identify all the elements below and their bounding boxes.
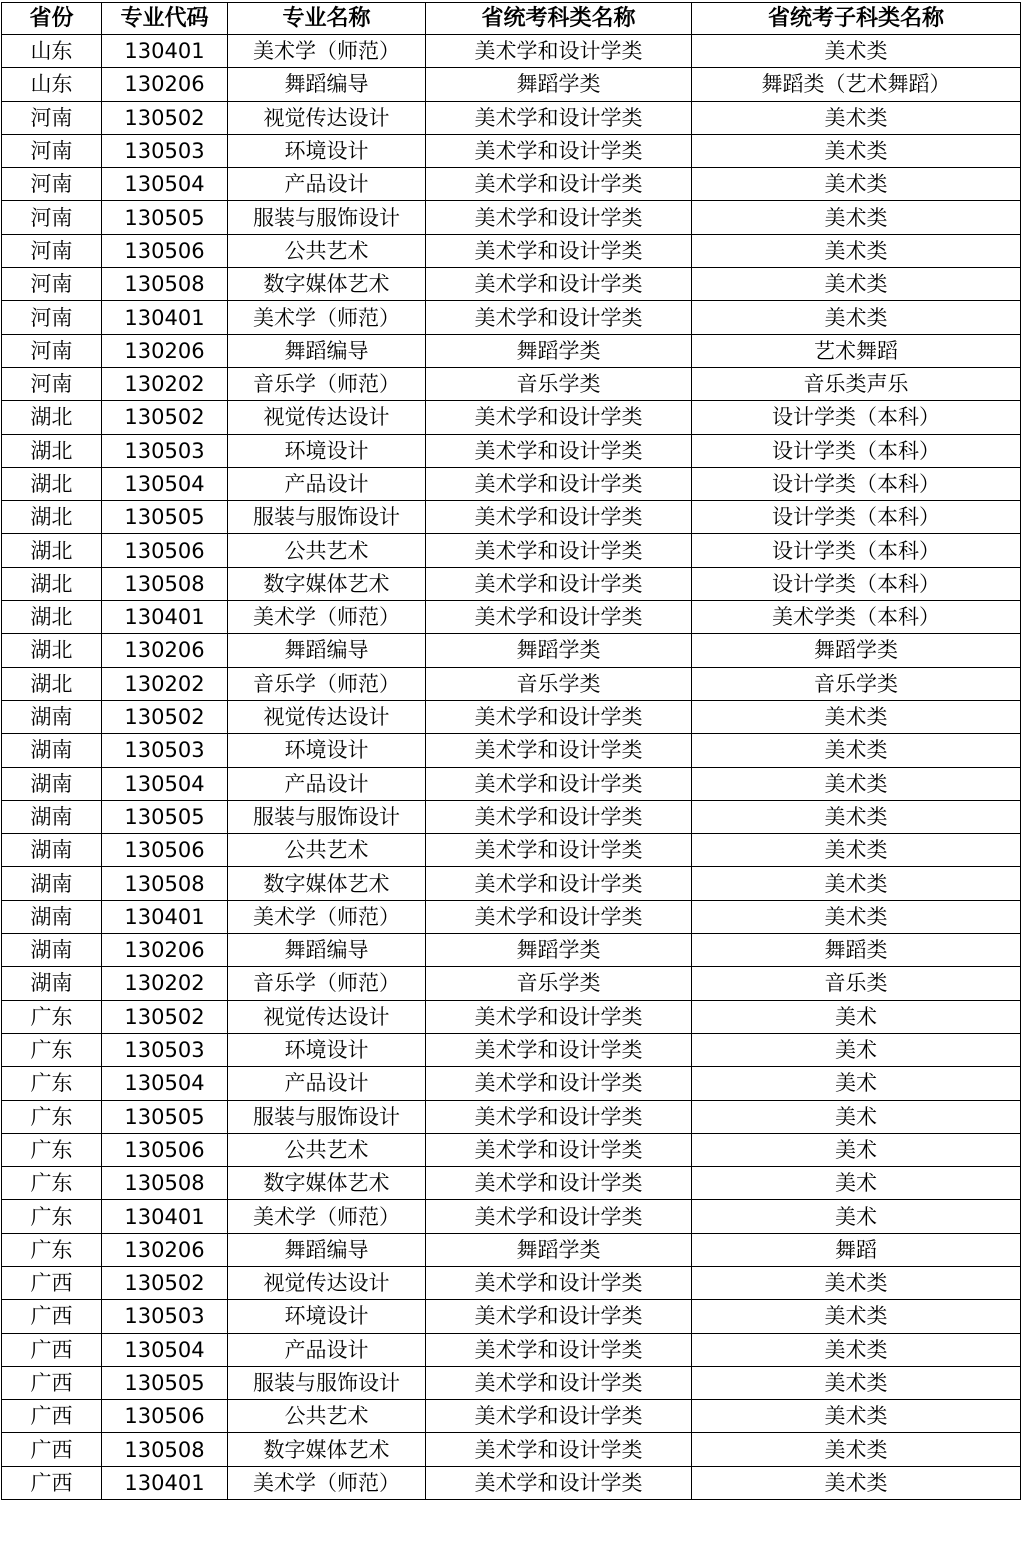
cell-exam-category: 美术学和设计学类	[426, 834, 692, 867]
table-row	[2, 1433, 1021, 1466]
table-body	[2, 35, 1021, 1500]
cell-exam-subcategory: 美术	[692, 1067, 1021, 1100]
cell-exam-subcategory: 设计学类（本科）	[692, 534, 1021, 567]
table-row	[2, 767, 1021, 800]
table-row	[2, 667, 1021, 700]
cell-exam-subcategory: 美术类	[692, 900, 1021, 933]
cell-province: 河南	[2, 367, 102, 400]
cell-exam-category: 舞蹈学类	[426, 334, 692, 367]
cell-exam-subcategory: 美术类	[692, 1466, 1021, 1499]
cell-province: 湖北	[2, 467, 102, 500]
cell-major-code: 130504	[102, 767, 228, 800]
table-row	[2, 1400, 1021, 1433]
cell-province: 湖南	[2, 934, 102, 967]
cell-province: 河南	[2, 268, 102, 301]
cell-province: 广东	[2, 1167, 102, 1200]
cell-major-name: 美术学（师范）	[228, 301, 426, 334]
cell-province: 河南	[2, 168, 102, 201]
cell-exam-category: 美术学和设计学类	[426, 1466, 692, 1499]
cell-exam-category: 美术学和设计学类	[426, 35, 692, 68]
cell-exam-category: 舞蹈学类	[426, 68, 692, 101]
table-row	[2, 1366, 1021, 1399]
cell-exam-category: 美术学和设计学类	[426, 301, 692, 334]
cell-province: 湖南	[2, 800, 102, 833]
table-row	[2, 1466, 1021, 1499]
cell-exam-category: 美术学和设计学类	[426, 168, 692, 201]
cell-province: 湖南	[2, 867, 102, 900]
table-row	[2, 134, 1021, 167]
cell-major-code: 130508	[102, 1167, 228, 1200]
cell-exam-category: 美术学和设计学类	[426, 1266, 692, 1299]
cell-major-name: 公共艺术	[228, 1133, 426, 1166]
cell-major-name: 美术学（师范）	[228, 1200, 426, 1233]
header-major-name: 专业名称	[228, 3, 426, 35]
table-row	[2, 567, 1021, 600]
cell-exam-subcategory: 舞蹈学类	[692, 634, 1021, 667]
cell-major-name: 舞蹈编导	[228, 934, 426, 967]
cell-exam-category: 美术学和设计学类	[426, 101, 692, 134]
cell-province: 河南	[2, 201, 102, 234]
cell-major-name: 服装与服饰设计	[228, 800, 426, 833]
cell-major-name: 数字媒体艺术	[228, 268, 426, 301]
table-row	[2, 1133, 1021, 1166]
major-category-table	[1, 2, 1021, 1500]
table-row	[2, 1266, 1021, 1299]
cell-major-code: 130202	[102, 667, 228, 700]
cell-major-name: 音乐学（师范）	[228, 967, 426, 1000]
cell-exam-subcategory: 音乐类	[692, 967, 1021, 1000]
cell-major-code: 130502	[102, 401, 228, 434]
table-row	[2, 1033, 1021, 1066]
cell-major-code: 130506	[102, 234, 228, 267]
cell-exam-subcategory: 美术	[692, 1167, 1021, 1200]
cell-exam-subcategory: 设计学类（本科）	[692, 434, 1021, 467]
cell-major-name: 服装与服饰设计	[228, 501, 426, 534]
cell-province: 河南	[2, 234, 102, 267]
table-row	[2, 1100, 1021, 1133]
cell-major-code: 130502	[102, 1266, 228, 1299]
cell-province: 山东	[2, 68, 102, 101]
cell-exam-category: 音乐学类	[426, 667, 692, 700]
cell-major-name: 舞蹈编导	[228, 334, 426, 367]
cell-exam-subcategory: 音乐类声乐	[692, 367, 1021, 400]
cell-major-code: 130206	[102, 334, 228, 367]
cell-major-name: 产品设计	[228, 467, 426, 500]
cell-major-code: 130506	[102, 834, 228, 867]
cell-exam-category: 美术学和设计学类	[426, 1400, 692, 1433]
cell-exam-subcategory: 美术	[692, 1000, 1021, 1033]
cell-exam-category: 美术学和设计学类	[426, 401, 692, 434]
cell-major-code: 130505	[102, 1100, 228, 1133]
cell-major-name: 产品设计	[228, 1333, 426, 1366]
cell-province: 湖北	[2, 434, 102, 467]
table-row	[2, 434, 1021, 467]
cell-exam-subcategory: 设计学类（本科）	[692, 567, 1021, 600]
cell-province: 湖南	[2, 967, 102, 1000]
cell-major-code: 130506	[102, 534, 228, 567]
cell-province: 广东	[2, 1200, 102, 1233]
cell-exam-subcategory: 美术	[692, 1133, 1021, 1166]
cell-exam-subcategory: 美术类	[692, 1266, 1021, 1299]
cell-province: 广东	[2, 1033, 102, 1066]
cell-major-name: 数字媒体艺术	[228, 867, 426, 900]
table-row	[2, 1200, 1021, 1233]
cell-major-name: 视觉传达设计	[228, 401, 426, 434]
cell-exam-category: 音乐学类	[426, 967, 692, 1000]
cell-major-code: 130202	[102, 367, 228, 400]
cell-exam-subcategory: 舞蹈类（艺术舞蹈）	[692, 68, 1021, 101]
cell-exam-subcategory: 舞蹈	[692, 1233, 1021, 1266]
cell-province: 湖南	[2, 734, 102, 767]
cell-province: 广西	[2, 1333, 102, 1366]
cell-major-code: 130503	[102, 434, 228, 467]
cell-major-code: 130401	[102, 601, 228, 634]
cell-province: 广东	[2, 1133, 102, 1166]
cell-exam-category: 美术学和设计学类	[426, 467, 692, 500]
cell-exam-category: 美术学和设计学类	[426, 1200, 692, 1233]
cell-major-code: 130206	[102, 1233, 228, 1266]
cell-exam-category: 音乐学类	[426, 367, 692, 400]
table-row	[2, 268, 1021, 301]
cell-exam-category: 美术学和设计学类	[426, 700, 692, 733]
cell-major-code: 130502	[102, 1000, 228, 1033]
cell-exam-subcategory: 艺术舞蹈	[692, 334, 1021, 367]
cell-exam-category: 舞蹈学类	[426, 1233, 692, 1266]
cell-exam-subcategory: 美术学类（本科）	[692, 601, 1021, 634]
cell-exam-category: 美术学和设计学类	[426, 900, 692, 933]
cell-major-code: 130401	[102, 1200, 228, 1233]
table-header	[2, 3, 1021, 35]
cell-major-name: 舞蹈编导	[228, 68, 426, 101]
cell-major-name: 视觉传达设计	[228, 1000, 426, 1033]
cell-exam-subcategory: 设计学类（本科）	[692, 401, 1021, 434]
cell-major-code: 130504	[102, 1067, 228, 1100]
cell-province: 广东	[2, 1100, 102, 1133]
cell-exam-category: 舞蹈学类	[426, 634, 692, 667]
cell-exam-subcategory: 美术类	[692, 1300, 1021, 1333]
cell-province: 河南	[2, 301, 102, 334]
cell-province: 湖北	[2, 667, 102, 700]
cell-major-name: 环境设计	[228, 734, 426, 767]
table-row	[2, 201, 1021, 234]
cell-major-code: 130401	[102, 301, 228, 334]
cell-major-name: 产品设计	[228, 1067, 426, 1100]
cell-major-code: 130505	[102, 800, 228, 833]
cell-major-name: 产品设计	[228, 767, 426, 800]
cell-exam-category: 美术学和设计学类	[426, 1167, 692, 1200]
cell-province: 湖北	[2, 401, 102, 434]
table-row	[2, 501, 1021, 534]
cell-major-code: 130508	[102, 1433, 228, 1466]
cell-major-code: 130502	[102, 700, 228, 733]
cell-exam-category: 美术学和设计学类	[426, 434, 692, 467]
cell-major-name: 美术学（师范）	[228, 1466, 426, 1499]
table-row	[2, 700, 1021, 733]
cell-exam-category: 美术学和设计学类	[426, 1333, 692, 1366]
cell-exam-subcategory: 美术类	[692, 1333, 1021, 1366]
cell-major-name: 数字媒体艺术	[228, 1433, 426, 1466]
cell-exam-category: 舞蹈学类	[426, 934, 692, 967]
cell-exam-category: 美术学和设计学类	[426, 1133, 692, 1166]
cell-major-code: 130503	[102, 734, 228, 767]
cell-exam-category: 美术学和设计学类	[426, 1433, 692, 1466]
header-province: 省份	[2, 3, 102, 35]
cell-major-name: 音乐学（师范）	[228, 667, 426, 700]
cell-exam-subcategory: 美术类	[692, 867, 1021, 900]
table-row	[2, 934, 1021, 967]
cell-major-name: 数字媒体艺术	[228, 1167, 426, 1200]
table-row	[2, 68, 1021, 101]
table-row	[2, 800, 1021, 833]
header-row	[2, 3, 1021, 35]
cell-exam-subcategory: 美术类	[692, 1366, 1021, 1399]
cell-major-code: 130503	[102, 1033, 228, 1066]
cell-major-name: 环境设计	[228, 434, 426, 467]
cell-major-code: 130401	[102, 1466, 228, 1499]
cell-exam-category: 美术学和设计学类	[426, 1366, 692, 1399]
cell-major-name: 公共艺术	[228, 534, 426, 567]
cell-exam-subcategory: 设计学类（本科）	[692, 467, 1021, 500]
cell-major-name: 视觉传达设计	[228, 700, 426, 733]
cell-exam-subcategory: 美术类	[692, 134, 1021, 167]
cell-major-name: 视觉传达设计	[228, 1266, 426, 1299]
cell-major-name: 数字媒体艺术	[228, 567, 426, 600]
table-row	[2, 301, 1021, 334]
header-major-code: 专业代码	[102, 3, 228, 35]
cell-major-name: 公共艺术	[228, 834, 426, 867]
cell-exam-category: 美术学和设计学类	[426, 234, 692, 267]
cell-exam-subcategory: 设计学类（本科）	[692, 501, 1021, 534]
cell-major-name: 视觉传达设计	[228, 101, 426, 134]
cell-exam-subcategory: 美术	[692, 1033, 1021, 1066]
cell-province: 广东	[2, 1067, 102, 1100]
cell-exam-subcategory: 美术类	[692, 234, 1021, 267]
cell-exam-category: 美术学和设计学类	[426, 134, 692, 167]
cell-province: 湖南	[2, 834, 102, 867]
cell-major-code: 130401	[102, 900, 228, 933]
cell-exam-category: 美术学和设计学类	[426, 1033, 692, 1066]
cell-province: 湖北	[2, 567, 102, 600]
table-row	[2, 1000, 1021, 1033]
cell-province: 河南	[2, 134, 102, 167]
cell-major-code: 130502	[102, 101, 228, 134]
cell-exam-category: 美术学和设计学类	[426, 1100, 692, 1133]
cell-exam-category: 美术学和设计学类	[426, 567, 692, 600]
cell-exam-subcategory: 美术类	[692, 301, 1021, 334]
table-row	[2, 967, 1021, 1000]
table-row	[2, 467, 1021, 500]
cell-province: 广西	[2, 1266, 102, 1299]
cell-province: 湖北	[2, 601, 102, 634]
cell-exam-subcategory: 美术类	[692, 800, 1021, 833]
table-row	[2, 401, 1021, 434]
cell-province: 湖北	[2, 634, 102, 667]
cell-major-code: 130506	[102, 1400, 228, 1433]
cell-province: 广东	[2, 1000, 102, 1033]
cell-province: 广西	[2, 1400, 102, 1433]
table-row	[2, 1233, 1021, 1266]
cell-province: 河南	[2, 101, 102, 134]
cell-province: 河南	[2, 334, 102, 367]
table-row	[2, 1300, 1021, 1333]
cell-exam-subcategory: 美术类	[692, 1433, 1021, 1466]
header-exam-subcategory: 省统考子科类名称	[692, 3, 1021, 35]
cell-exam-category: 美术学和设计学类	[426, 201, 692, 234]
cell-major-name: 环境设计	[228, 1300, 426, 1333]
cell-major-name: 公共艺术	[228, 1400, 426, 1433]
cell-exam-category: 美术学和设计学类	[426, 1300, 692, 1333]
cell-province: 广西	[2, 1366, 102, 1399]
cell-major-code: 130508	[102, 867, 228, 900]
table-row	[2, 1067, 1021, 1100]
cell-major-code: 130508	[102, 268, 228, 301]
cell-exam-subcategory: 美术类	[692, 101, 1021, 134]
cell-exam-subcategory: 美术	[692, 1200, 1021, 1233]
cell-exam-category: 美术学和设计学类	[426, 601, 692, 634]
cell-major-name: 舞蹈编导	[228, 1233, 426, 1266]
cell-exam-subcategory: 美术类	[692, 201, 1021, 234]
cell-exam-category: 美术学和设计学类	[426, 1000, 692, 1033]
cell-major-name: 环境设计	[228, 1033, 426, 1066]
cell-major-code: 130504	[102, 467, 228, 500]
table-row	[2, 1333, 1021, 1366]
cell-major-name: 美术学（师范）	[228, 35, 426, 68]
cell-major-name: 服装与服饰设计	[228, 1100, 426, 1133]
cell-exam-category: 美术学和设计学类	[426, 767, 692, 800]
table-row	[2, 334, 1021, 367]
cell-major-code: 130505	[102, 1366, 228, 1399]
cell-exam-subcategory: 美术类	[692, 767, 1021, 800]
cell-exam-subcategory: 美术类	[692, 734, 1021, 767]
cell-exam-category: 美术学和设计学类	[426, 501, 692, 534]
cell-major-code: 130504	[102, 168, 228, 201]
cell-exam-subcategory: 舞蹈类	[692, 934, 1021, 967]
table-row	[2, 834, 1021, 867]
table-row	[2, 168, 1021, 201]
cell-major-name: 音乐学（师范）	[228, 367, 426, 400]
cell-major-code: 130202	[102, 967, 228, 1000]
cell-exam-category: 美术学和设计学类	[426, 534, 692, 567]
cell-major-code: 130503	[102, 1300, 228, 1333]
cell-major-code: 130506	[102, 1133, 228, 1166]
table-row	[2, 101, 1021, 134]
cell-exam-category: 美术学和设计学类	[426, 867, 692, 900]
cell-province: 广西	[2, 1300, 102, 1333]
table-row	[2, 601, 1021, 634]
cell-major-name: 舞蹈编导	[228, 634, 426, 667]
cell-exam-subcategory: 美术类	[692, 268, 1021, 301]
cell-major-name: 服装与服饰设计	[228, 201, 426, 234]
table-row	[2, 900, 1021, 933]
cell-major-name: 美术学（师范）	[228, 601, 426, 634]
cell-province: 广西	[2, 1433, 102, 1466]
cell-major-name: 产品设计	[228, 168, 426, 201]
cell-major-name: 环境设计	[228, 134, 426, 167]
cell-major-code: 130206	[102, 634, 228, 667]
header-exam-category: 省统考科类名称	[426, 3, 692, 35]
cell-exam-subcategory: 美术类	[692, 834, 1021, 867]
table-row	[2, 367, 1021, 400]
cell-major-code: 130206	[102, 934, 228, 967]
table-row	[2, 1167, 1021, 1200]
cell-province: 湖北	[2, 501, 102, 534]
table-row	[2, 234, 1021, 267]
cell-exam-category: 美术学和设计学类	[426, 268, 692, 301]
cell-major-name: 公共艺术	[228, 234, 426, 267]
cell-exam-subcategory: 美术类	[692, 1400, 1021, 1433]
cell-major-code: 130508	[102, 567, 228, 600]
cell-province: 湖南	[2, 767, 102, 800]
cell-major-code: 130401	[102, 35, 228, 68]
cell-exam-subcategory: 美术类	[692, 35, 1021, 68]
cell-exam-subcategory: 美术类	[692, 700, 1021, 733]
table-row	[2, 634, 1021, 667]
cell-major-name: 服装与服饰设计	[228, 1366, 426, 1399]
table-row	[2, 534, 1021, 567]
cell-major-code: 130505	[102, 201, 228, 234]
table-row	[2, 35, 1021, 68]
cell-exam-subcategory: 音乐学类	[692, 667, 1021, 700]
cell-exam-category: 美术学和设计学类	[426, 800, 692, 833]
cell-exam-category: 美术学和设计学类	[426, 734, 692, 767]
cell-major-code: 130206	[102, 68, 228, 101]
cell-major-code: 130503	[102, 134, 228, 167]
cell-major-code: 130505	[102, 501, 228, 534]
cell-province: 广西	[2, 1466, 102, 1499]
cell-exam-category: 美术学和设计学类	[426, 1067, 692, 1100]
table-row	[2, 867, 1021, 900]
cell-major-code: 130504	[102, 1333, 228, 1366]
cell-province: 湖南	[2, 700, 102, 733]
cell-exam-subcategory: 美术	[692, 1100, 1021, 1133]
cell-province: 湖北	[2, 534, 102, 567]
cell-province: 山东	[2, 35, 102, 68]
cell-province: 广东	[2, 1233, 102, 1266]
cell-major-name: 美术学（师范）	[228, 900, 426, 933]
cell-exam-subcategory: 美术类	[692, 168, 1021, 201]
table-row	[2, 734, 1021, 767]
cell-province: 湖南	[2, 900, 102, 933]
